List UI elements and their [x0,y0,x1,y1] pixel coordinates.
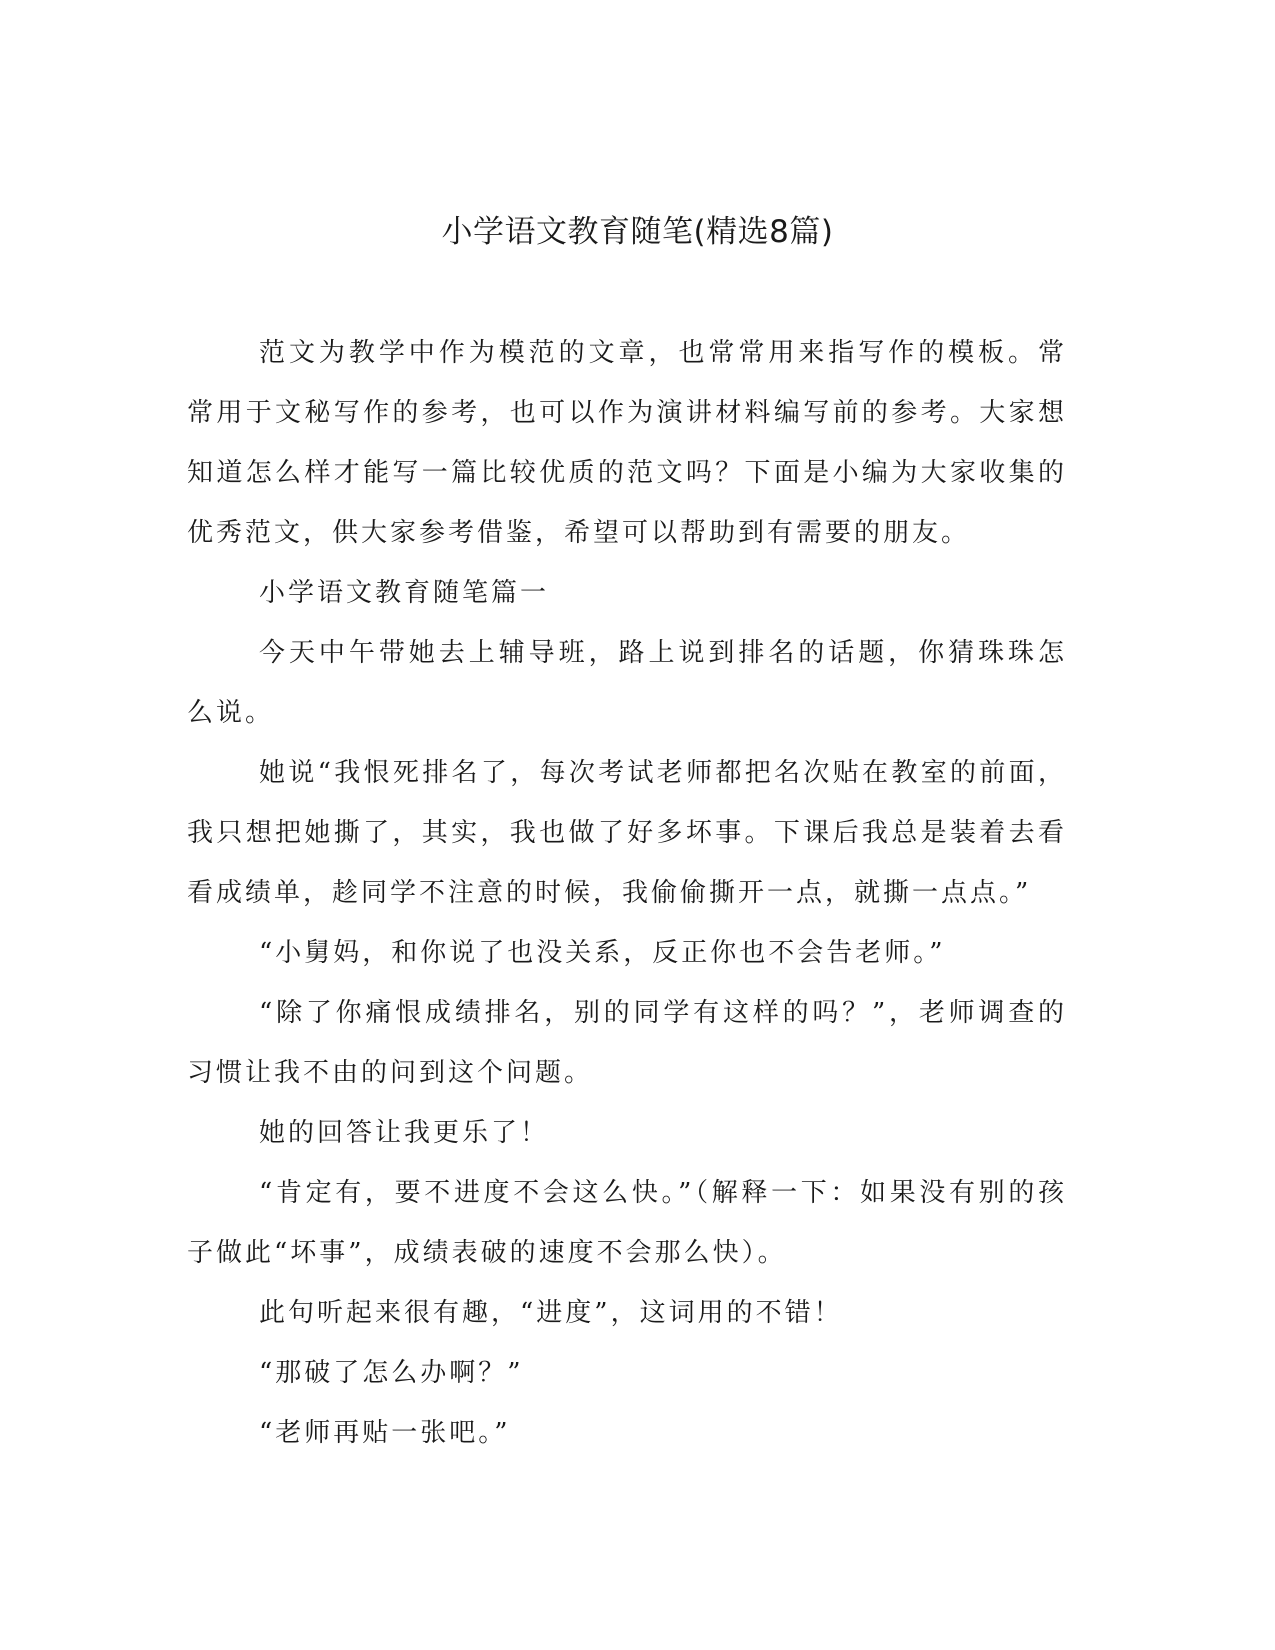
paragraph: 今天中午带她去上辅导班，路上说到排名的话题，你猜珠珠怎么说。 [187,638,1067,728]
paragraph-intro: 范文为教学中作为模范的文章，也常常用来指写作的模板。常常用于文秘写作的参考，也可以作为演讲材料编写前的参考。大家想知道怎么样才能写一篇比较优质的范文吗？下面是小编为大家收集的优秀范文，供大家参考借鉴，希望可以帮助到有需要的朋友。 [187,338,1067,548]
section-heading: 小学语文教育随笔篇一 [259,578,550,608]
paragraph: “小舅妈，和你说了也没关系，反正你也不会告老师。” [259,938,946,968]
paragraph: 此句听起来很有趣，“进度”，这词用的不错！ [259,1298,843,1328]
paragraph: “那破了怎么办啊？” [259,1358,524,1388]
paragraph: “肯定有，要不进度不会这么快。”（解释一下：如果没有别的孩子做此“坏事”，成绩表破的速度不会那么快）。 [187,1178,1067,1268]
document-body [187,323,1067,1463]
paragraph: “老师再贴一张吧。” [259,1418,511,1448]
paragraph: “除了你痛恨成绩排名，别的同学有这样的吗？”，老师调查的习惯让我不由的问到这个问题。 [187,998,1067,1088]
paragraph: 她说“我恨死排名了，每次考试老师都把名次贴在教室的前面，我只想把她撕了，其实，我也做了好多坏事。下课后我总是装着去看看成绩单，趁同学不注意的时候，我偷偷撕开一点，就撕一点点。” [187,758,1067,908]
paragraph: 她的回答让我更乐了！ [259,1118,550,1148]
document-title: 小学语文教育随笔(精选8篇) [441,214,834,250]
